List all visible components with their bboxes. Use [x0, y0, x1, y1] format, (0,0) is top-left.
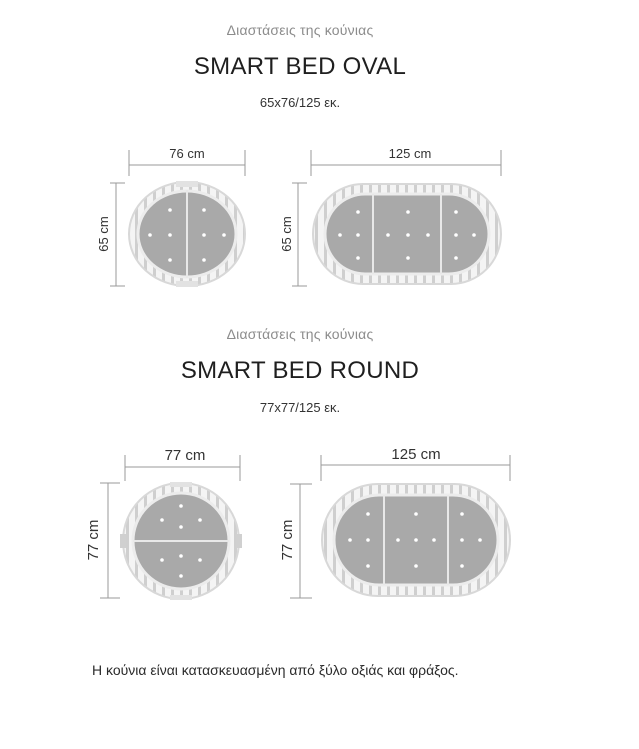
round-small-crib: [85, 447, 242, 600]
oval-small-width-label: 76 cm: [169, 146, 205, 161]
section-round-subtitle: Διαστάσεις της κούνιας: [226, 326, 374, 342]
section-oval-dimensions: 65x76/125 εκ.: [259, 95, 341, 110]
section-oval-title: SMART BED OVAL: [193, 53, 407, 80]
round-large-crib: [279, 446, 510, 598]
section-round-title: SMART BED ROUND: [180, 357, 420, 384]
round-large-width-label: 125 cm: [391, 446, 441, 463]
section-round-dimensions: 77x77/125 εκ.: [259, 400, 341, 415]
round-small-height-label: 77 cm: [85, 519, 102, 561]
oval-large-width-label: 125 cm: [388, 146, 432, 161]
round-large-height-label: 77 cm: [279, 519, 296, 561]
section-oval-subtitle: Διαστάσεις της κούνιας: [226, 22, 374, 38]
oval-large-crib: [279, 146, 501, 286]
oval-large-height-label: 65 cm: [279, 216, 294, 252]
round-small-width-label: 77 cm: [164, 447, 206, 464]
oval-small-crib: [96, 146, 245, 287]
material-note: Η κούνια είναι κατασκευασμένη από ξύλο οξιάς και φράξος.: [92, 662, 459, 678]
oval-small-height-label: 65 cm: [96, 216, 111, 252]
